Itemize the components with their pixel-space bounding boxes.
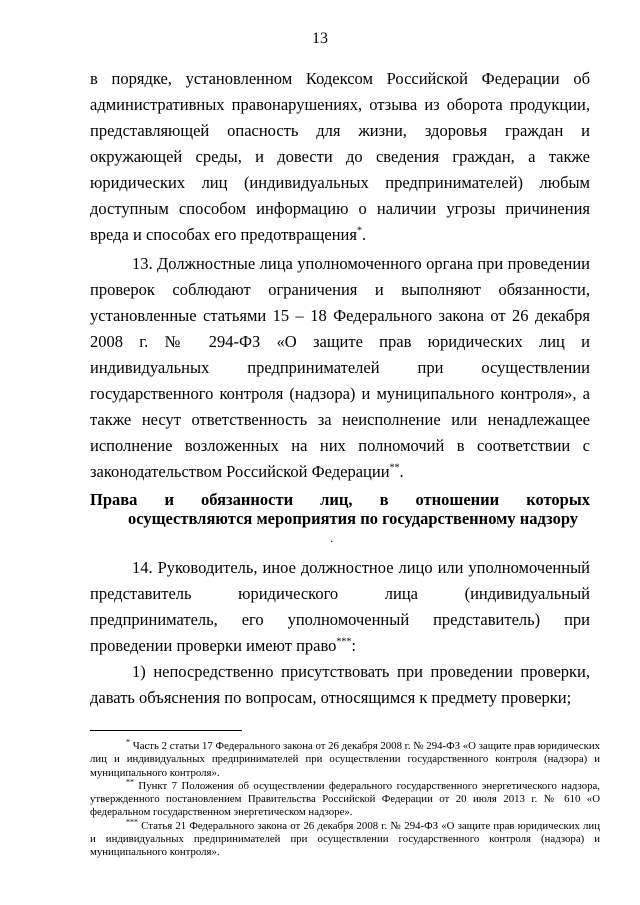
list-item-1-text: 1) непосредственно присутствовать при проведении проверки, давать объяснения по вопросам, относящимся к предмету проверки; <box>90 662 590 707</box>
footnote-separator <box>90 730 242 731</box>
footnote-1-mark: * <box>126 737 130 747</box>
scan-speck: · <box>330 537 334 548</box>
footnote-3 <box>90 817 600 860</box>
section-heading-line-1: Права и обязанности лиц, в отношении которых <box>90 490 590 509</box>
page-number: 13 <box>312 30 328 47</box>
paragraph-14-tail: : <box>351 636 356 655</box>
footnote-3-text: Статья 21 Федерального закона от 26 декабря 2008 г. № 294-ФЗ «О защите прав юридических лиц и индивидуальных предпринимателей при осуществлении государственного контроля (надзора) и муниципального контроля». <box>90 819 600 859</box>
footnote-3-mark: *** <box>126 817 138 827</box>
paragraph-14 <box>90 555 590 659</box>
footnote-2-mark: ** <box>126 777 134 787</box>
footnote-ref-1: * <box>356 225 362 237</box>
footnote-1-text: Часть 2 статьи 17 Федерального закона от 26 декабря 2008 г. № 294-ФЗ «О защите прав юридических лиц и индивидуальных предпринимателей при осуществлении государственного контроля (надзора) и муниципального контроля». <box>90 740 600 779</box>
paragraph-1-text: в порядке, установленном Кодексом Российской Федерации об административных правонарушениях, отзыва из оборота продукции, представляющей опасность для жизни, здоровья граждан и окружающей среды, и довести до сведения граждан, а также юридических лиц (индивидуальных предпринимателей) любым доступным способом информацию о наличии угрозы причинения вреда и способах его предотвращения <box>90 69 590 244</box>
footnote-ref-3: *** <box>336 636 352 648</box>
paragraph-1: в порядке, установленном Кодексом Российской Федерации об административных правонарушениях, отзыва из оборота продукции, представляющей опасность для жизни, здоровья граждан и окружающей среды, и довести до сведения граждан, а также юридических лиц (индивидуальных предпринимателей) любым доступным способом информацию о наличии угрозы причинения вреда и способах его предотвращения*. <box>90 69 590 244</box>
footnote-1 <box>90 737 600 780</box>
paragraph-13-text: 13. Должностные лица уполномоченного органа при проведении проверок соблюдают ограничения и выполняют обязанности, установленные статьями 15 – 18 Федерального закона от 26 декабря 2008 г. № 294-ФЗ «О защите прав юридических лиц и индивидуальных предпринимателей при осуществлении государственного контроля (надзора) и муниципального контроля», а также несут ответственность за неисполнение или ненадлежащее исполнение возложенных на них полномочий в соответствии с законодательством Российской Федерации <box>90 254 590 481</box>
paragraph-14-text: 14. Руководитель, иное должностное лицо или уполномоченный представитель юридического лица (индивидуальный предприниматель, его уполномоченный представитель) при проведении проверки имеют право <box>90 558 590 655</box>
footnote-2-text: Пункт 7 Положения об осуществлении федерального государственного энергетического надзора, утвержденного постановлением Правительства Российской Федерации от 20 июля 2013 г. № 610 «О федеральном государственном энергетическом надзоре». <box>90 779 600 819</box>
footnote-ref-2: ** <box>389 462 400 474</box>
footnotes <box>90 737 600 860</box>
list-item-1 <box>90 659 590 711</box>
section-heading <box>90 490 590 528</box>
footnote-2 <box>90 777 600 820</box>
paragraph-13: 13. Должностные лица уполномоченного органа при проведении проверок соблюдают ограничения и выполняют обязанности, установленные статьями 15 – 18 Федерального закона от 26 декабря 2008 г. № 294-ФЗ «О защите прав юридических лиц и индивидуальных предпринимателей при осуществлении государственного контроля (надзора) и муниципального контроля», а также несут ответственность за неисполнение или ненадлежащее исполнение возложенных на них полномочий в соответствии с законодательством Российской Федерации**. <box>90 254 590 481</box>
section-heading-line-2: осуществляются мероприятия по государственному надзору <box>128 509 579 528</box>
